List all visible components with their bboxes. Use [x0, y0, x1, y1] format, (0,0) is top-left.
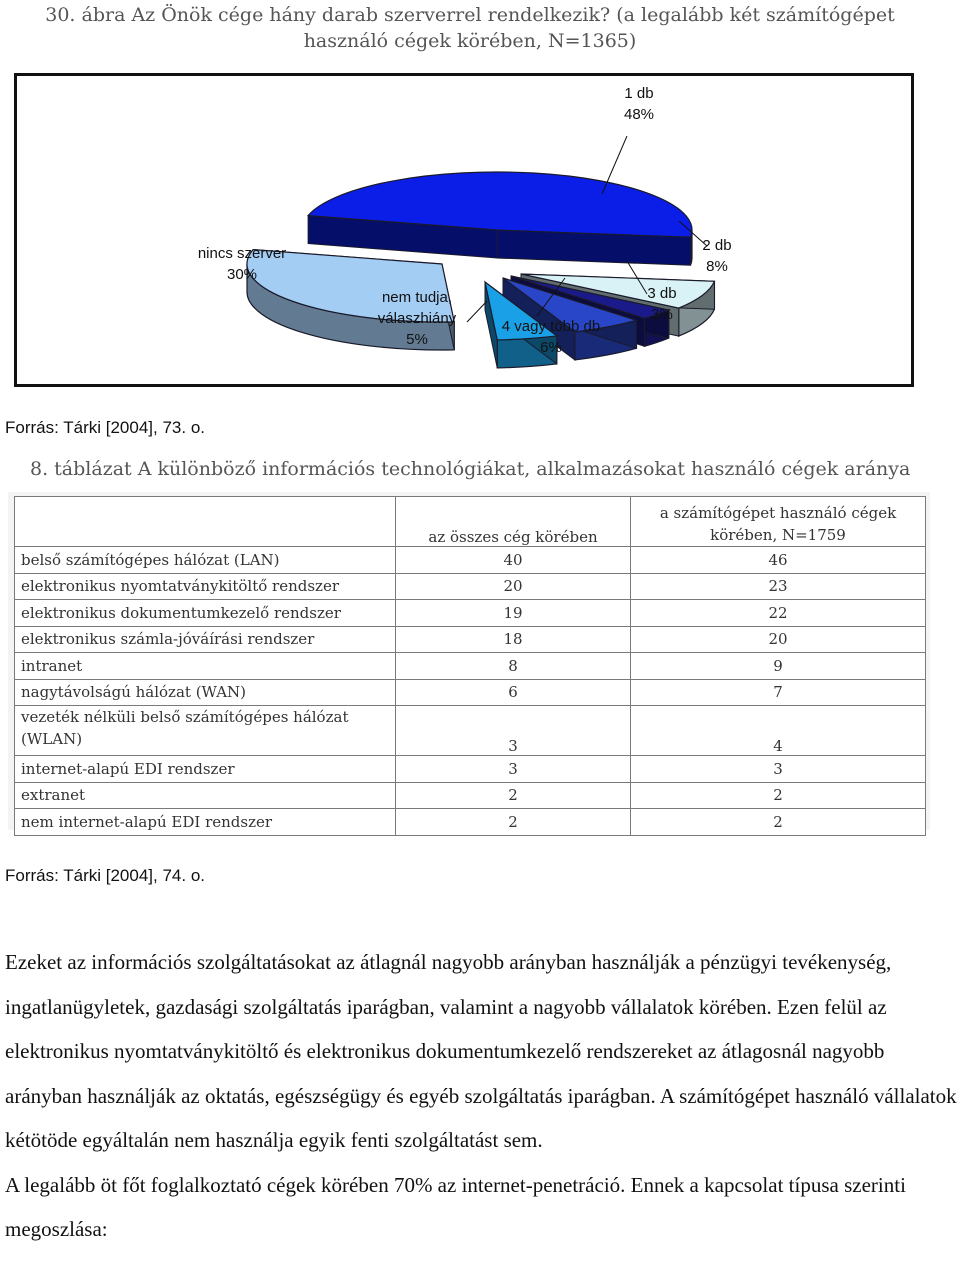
body-text: [5, 940, 960, 1252]
slice-label: 2 db 8%: [702, 237, 732, 275]
paragraph-1: Ezeket az információs szolgáltatásokat az átlagnál nagyobb arányban használják a pénzügyi tevékenység, ingatlanügyletek, gazdasági szolgáltatás iparágban, valamint a nagyobb vállalatok körében. Ezen felül az elektronikus nyomtatványkitöltő és elektronikus dokumentumkezelő rendszereket az átlagosnál nagyobb arányban használják az oktatás, egészségügy és egyéb szolgáltatás iparágban. A számítógépet használó vállalatok kétötöde egyáltalán nem használja egyik fenti szolgáltatást sem.: [5, 950, 957, 1152]
row-value-users: 9: [631, 653, 926, 680]
row-value-all: 40: [396, 547, 631, 574]
row-value-all: 3: [396, 706, 631, 756]
row-value-all: 20: [396, 573, 631, 600]
table-header-users-line1: a számítógépet használó cégek: [659, 504, 897, 522]
row-value-users: 4: [631, 706, 926, 756]
row-label: elektronikus számla-jóváírási rendszer: [15, 626, 396, 653]
table-header-all: az összes cég körében: [396, 497, 631, 547]
row-value-users: 2: [631, 809, 926, 836]
row-value-all: 19: [396, 600, 631, 627]
row-value-users: 22: [631, 600, 926, 627]
table-header-empty: [15, 497, 396, 547]
row-label: extranet: [15, 782, 396, 809]
table-source: Forrás: Tárki [2004], 74. o.: [5, 866, 205, 885]
row-label: elektronikus nyomtatványkitöltő rendszer: [15, 573, 396, 600]
leader-line: [467, 301, 487, 322]
row-value-users: 2: [631, 782, 926, 809]
table-row: [15, 679, 926, 706]
table-row: [15, 782, 926, 809]
row-value-users: 46: [631, 547, 926, 574]
pie-chart-frame: [14, 73, 914, 387]
row-value-users: 20: [631, 626, 926, 653]
pie-chart: [17, 76, 911, 384]
row-value-all: 2: [396, 782, 631, 809]
row-value-users: 3: [631, 756, 926, 783]
table-row: [15, 547, 926, 574]
row-value-all: 2: [396, 809, 631, 836]
slice-label: 3 db 3%: [647, 285, 677, 323]
slice-label: 1 db 48%: [623, 85, 655, 123]
slice-label: nincs szerver 30%: [197, 245, 287, 283]
table-header-users-line2: körében, N=1759: [710, 526, 846, 544]
slice-label: nem tudja, válaszhiány 5%: [377, 289, 457, 348]
table-title: 8. táblázat A különböző információs technológiákat, alkalmazásokat használó cégek aránya: [30, 458, 911, 480]
table-row: [15, 626, 926, 653]
table-row: [15, 706, 926, 756]
row-label: vezeték nélküli belső számítógépes hálózat (WLAN): [15, 706, 396, 756]
row-label: nem internet-alapú EDI rendszer: [15, 809, 396, 836]
slice-label: 4 vagy több db 6%: [501, 318, 601, 356]
table-row: [15, 600, 926, 627]
row-value-all: 18: [396, 626, 631, 653]
table-header-users: [631, 497, 926, 547]
figure-title-line2: használó cégek körében, N=1365): [303, 30, 637, 52]
row-label: intranet: [15, 653, 396, 680]
row-value-all: 3: [396, 756, 631, 783]
figure-title: [40, 2, 900, 54]
table-row: [15, 756, 926, 783]
row-value-users: 23: [631, 573, 926, 600]
row-value-users: 7: [631, 679, 926, 706]
figure-source: Forrás: Tárki [2004], 73. o.: [5, 418, 205, 437]
row-label: belső számítógépes hálózat (LAN): [15, 547, 396, 574]
row-value-all: 8: [396, 653, 631, 680]
row-value-all: 6: [396, 679, 631, 706]
row-label: nagytávolságú hálózat (WAN): [15, 679, 396, 706]
table-row: [15, 653, 926, 680]
table-row: [15, 573, 926, 600]
row-label: elektronikus dokumentumkezelő rendszer: [15, 600, 396, 627]
figure-title-line1: 30. ábra Az Önök cége hány darab szerverrel rendelkezik? (a legalább két számítógépet: [45, 4, 895, 26]
paragraph-2: A legalább öt főt foglalkoztató cégek körében 70% az internet-penetráció. Ennek a kapcsolat típusa szerinti megoszlása:: [5, 1172, 906, 1241]
row-label: internet-alapú EDI rendszer: [15, 756, 396, 783]
table-row: [15, 809, 926, 836]
technology-table: [14, 496, 926, 836]
table-container: [8, 492, 930, 830]
